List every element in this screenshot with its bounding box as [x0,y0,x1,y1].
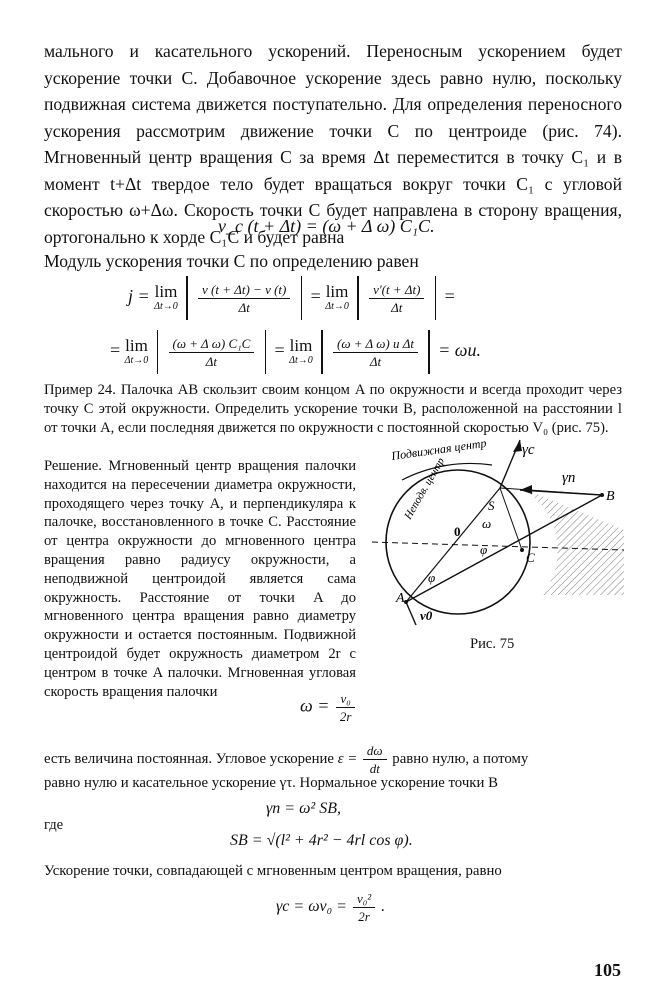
paragraph-instant-center: Ускорение точки, совпадающей с мгновенным центром вращения, равно [44,863,502,879]
equation-gamma-c: γc = ωv₀ = $\frac{\text{v₀²}}{2r}$ . [276,891,386,924]
figure-75 [372,420,624,630]
label-moving-centroid: Подвижная центр [390,435,488,463]
paragraph-intro: мального и касательного ускорений. Переносным ускорением будет ускорение точки C. Добавочное ускорение здесь равно нулю, поскольку подвижная система движется поступательно. Для определения переносного ускорения рассмотрим движение точки C по центроиде (рис. 74). Мгновенный центр вращения C за время Δt переместится в точку C₁ и в момент t+Δt твердое тело будет вращаться вокруг точки C₁ с угловой скоростью ω+Δω. Скорость точки C будет направлена в сторону вращения, ортогонально к хорде C₁C и будет равна [44,41,622,247]
point-B [600,493,604,497]
hatched-ground [522,488,624,595]
label-where: где [44,817,64,833]
label-phi-1: φ [480,542,488,557]
label-A: A [396,591,405,606]
eq-lhs: j = [128,286,150,307]
fraction-term3: $\frac{\text{(ω + Δ ω) C₁C}}{\Delta t}$ [169,335,255,370]
perpendicular-SC [500,488,522,550]
fraction-term2: $\frac{v'(t + \Delta t)}{\Delta t}$ [369,281,424,316]
point-C [520,548,524,552]
point-A [404,600,408,604]
v0-arrow [406,602,416,625]
paragraph-angular-accel: есть величина постоянная. Угловое ускорение ε = $\frac{d\omega}{dt}$ равно нулю, а потому [44,743,529,776]
example-statement: Пример 24. Палочка AB скользит своим концом A по окружности и всегда проходит через точку C этой окружности. Определить ускорение точки B, расположенной на расстоянии l от точки A, если последняя движется по окружности с постоянной скоростью V₀ (рис. 75). [44,382,622,436]
label-C: C [526,550,535,565]
label-phi-2: φ [428,570,436,585]
label-gamma-c: γc [522,442,535,458]
label-S: S [488,498,495,513]
equation-limit-row2: = lim Δt→0 $\frac{\text{(ω + Δ ω) C₁C}}{\Delta t}$ = lim Δt→0 $\frac{\text{(ω + Δ ω) u Δt}}{\Delta t}$ = ωu. [110,330,481,374]
gamma-n-arrowhead [520,485,532,494]
lim-operator: lim Δt→0 [124,336,149,366]
label-v0: v0 [420,608,433,623]
lim-operator: lim Δt→0 [154,282,178,312]
limit-result: = ωu. [438,340,481,361]
paragraph-tangential: равно нулю и касательное ускорение γτ. Нормальное ускорение точки B [44,775,498,791]
equation-SB: SB = √(l² + 4r² − 4rl cos φ). [230,832,413,849]
lim-operator: lim Δt→0 [289,336,313,366]
figure-caption: Рис. 75 [470,636,515,652]
page-number: 105 [594,960,621,980]
lim-operator: lim Δt→0 [325,282,349,312]
label-O: 0 [454,524,461,539]
fixed-centroid-circle [386,470,530,614]
label-B: B [606,489,615,504]
equation-omega: ω = $\frac{\text{v₀}}{2r}$ [300,690,357,725]
label-omega: ω [482,516,492,531]
gamma-c-arrowhead [513,440,522,452]
equation-velocity: v_c (t + Δt) = (ω + Δ ω) C₁C. [218,216,435,236]
fraction-term4: $\frac{\text{(ω + Δ ω) u Δt}}{\Delta t}$ [333,335,418,370]
solution-text: Решение. Мгновенный центр вращения палочки находится на пересечении диаметра окружности, проходящего через точку A, и перпендикуляра к палочке, восстановленного в точке C. Расстояние от центра окружности до мгновенного центра вращения равно радиусу окружности, а неподвижной центроидой является сама окружность. Расстояние от точки A до мгновенного центра вращения равно диаметру окружности и остается постоянным. Подвижной центроидой будет окружность диаметром 2r с центром в точке A палочки. Мгновенная угловая скорость вращения палочки [44,458,356,700]
equation-gamma-n: γn = ω² SB, [266,800,341,817]
fraction-term1: $\frac{v (t + \Delta t) - v (t)}{\Delta t}$ [198,281,290,316]
moving-centroid-arc [402,463,492,480]
label-fixed-centroid: Неподв. центр [402,455,448,522]
paragraph-acceleration-def: Модуль ускорения точки C по определению равен [44,251,419,271]
label-gamma-n: γn [562,470,576,486]
equation-limit-row1: j = lim Δt→0 $\frac{v (t + \Delta t) - v (t)}{\Delta t}$ = lim Δt→0 $\frac{v'(t + \Delta t)}{\Delta t}$ = [128,276,455,320]
